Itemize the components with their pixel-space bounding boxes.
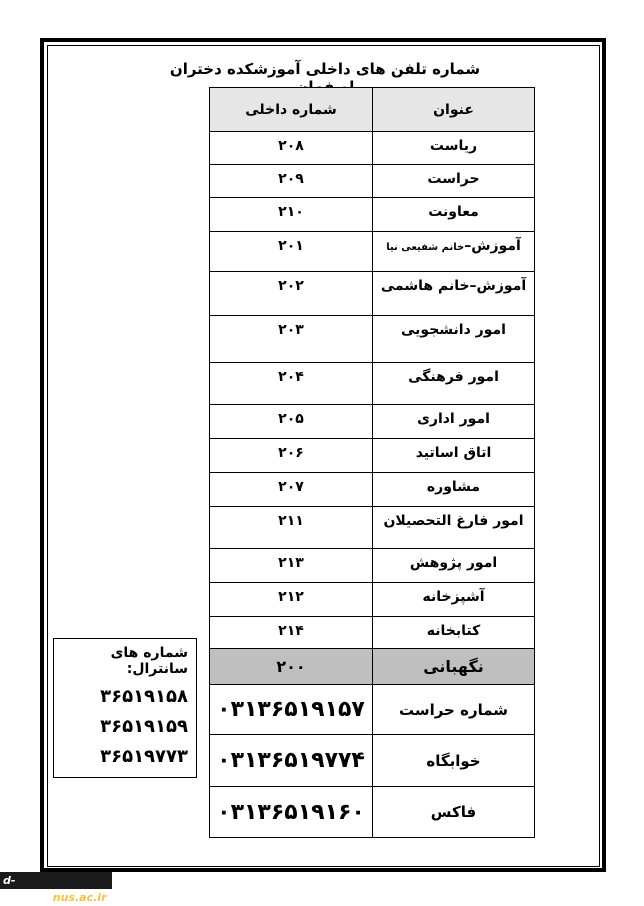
row-number: ۲۰۲ bbox=[210, 272, 373, 316]
watermark-prefix: d-isfahan. bbox=[3, 874, 53, 904]
external-title: شماره حراست bbox=[373, 685, 535, 735]
central-number: ۳۶۵۱۹۷۷۳ bbox=[100, 746, 188, 767]
external-title: خوابگاه bbox=[373, 735, 535, 787]
table-row bbox=[210, 132, 535, 165]
row-number: ۲۰۹ bbox=[210, 165, 373, 198]
row-number: ۲۱۱ bbox=[210, 507, 373, 549]
table-row bbox=[210, 363, 535, 405]
table-row bbox=[210, 232, 535, 272]
table-header-row bbox=[210, 88, 535, 132]
extensions-table bbox=[209, 87, 535, 838]
guard-number: ۲۰۰ bbox=[210, 649, 373, 685]
watermark-domain: nus.ac.ir bbox=[52, 891, 107, 904]
guard-row bbox=[210, 649, 535, 685]
central-number: ۳۶۵۱۹۱۵۸ bbox=[100, 686, 188, 707]
table-row bbox=[210, 198, 535, 232]
central-number: ۳۶۵۱۹۱۵۹ bbox=[100, 716, 188, 737]
row-number: ۲۱۰ bbox=[210, 198, 373, 232]
table-row bbox=[210, 316, 535, 363]
central-numbers-box bbox=[53, 638, 197, 778]
external-number: ۰۳۱۳۶۵۱۹۷۷۴ bbox=[210, 735, 373, 787]
external-row bbox=[210, 685, 535, 735]
row-title bbox=[373, 232, 535, 272]
row-title: آشپزخانه bbox=[373, 583, 535, 617]
page-title: شماره تلفن های داخلی آموزشکده دختران bbox=[169, 60, 481, 78]
column-header-title: عنوان bbox=[373, 88, 535, 132]
row-title: مشاوره bbox=[373, 473, 535, 507]
row-title: امور پژوهش bbox=[373, 549, 535, 583]
row-title-main: آموزش– bbox=[464, 238, 521, 254]
table-row bbox=[210, 549, 535, 583]
row-title: امور فرهنگی bbox=[373, 363, 535, 405]
row-number: ۲۰۵ bbox=[210, 405, 373, 439]
row-title: کتابخانه bbox=[373, 617, 535, 649]
table-row bbox=[210, 405, 535, 439]
external-row bbox=[210, 735, 535, 787]
row-number: ۲۰۶ bbox=[210, 439, 373, 473]
row-number: ۲۱۳ bbox=[210, 549, 373, 583]
row-title: ریاست bbox=[373, 132, 535, 165]
row-number: ۲۱۲ bbox=[210, 583, 373, 617]
row-title: معاونت bbox=[373, 198, 535, 232]
table-row bbox=[210, 473, 535, 507]
guard-title: نگهبانی bbox=[373, 649, 535, 685]
row-title: حراست bbox=[373, 165, 535, 198]
central-title: شماره های سانترال: bbox=[110, 645, 188, 677]
row-number: ۲۰۳ bbox=[210, 316, 373, 363]
row-number: ۲۱۴ bbox=[210, 617, 373, 649]
external-number: ۰۳۱۳۶۵۱۹۱۵۷ bbox=[210, 685, 373, 735]
table-row bbox=[210, 165, 535, 198]
row-title: امور فارغ التحصیلان bbox=[373, 507, 535, 549]
row-title: امور اداری bbox=[373, 405, 535, 439]
table-row bbox=[210, 439, 535, 473]
external-number: ۰۳۱۳۶۵۱۹۱۶۰ bbox=[210, 787, 373, 838]
column-header-number: شماره داخلی bbox=[210, 88, 373, 132]
table-row bbox=[210, 507, 535, 549]
table-row bbox=[210, 583, 535, 617]
row-number: ۲۰۷ bbox=[210, 473, 373, 507]
row-number: ۲۰۸ bbox=[210, 132, 373, 165]
row-title-sub: خانم شفیعی نیا bbox=[386, 242, 465, 253]
row-number: ۲۰۴ bbox=[210, 363, 373, 405]
table-row bbox=[210, 272, 535, 316]
row-title: اتاق اساتید bbox=[373, 439, 535, 473]
watermark-url bbox=[0, 872, 112, 904]
row-title: آموزش–خانم هاشمی bbox=[373, 272, 535, 316]
row-number: ۲۰۱ bbox=[210, 232, 373, 272]
external-title: فاکس bbox=[373, 787, 535, 838]
external-row bbox=[210, 787, 535, 838]
row-title: امور دانشجویی bbox=[373, 316, 535, 363]
table-row bbox=[210, 617, 535, 649]
